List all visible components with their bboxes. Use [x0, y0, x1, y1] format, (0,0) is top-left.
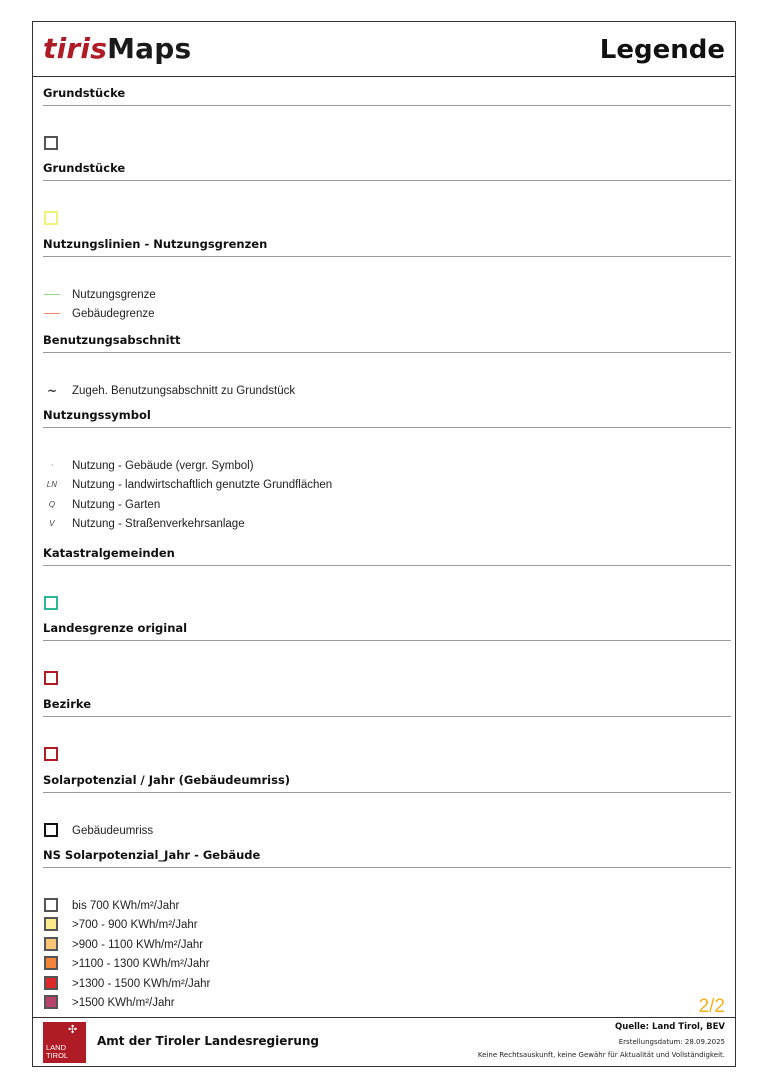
legend-section: [43, 236, 731, 327]
swatch-glyph: ~: [46, 384, 58, 398]
legend-symbol: [43, 975, 61, 993]
section-title: NS Solarpotenzial_Jahr - Gebäude: [43, 848, 261, 862]
legend-item: [43, 822, 731, 840]
swatch-box: [44, 917, 58, 931]
page-header: [33, 22, 735, 77]
legend-symbol: [43, 496, 61, 514]
legend-page: [32, 21, 736, 1067]
legend-symbol: [43, 286, 61, 304]
section-divider: [43, 716, 731, 717]
section-title: Solarpotenzial / Jahr (Gebäudeumriss): [43, 773, 291, 787]
legend-section: [43, 332, 731, 403]
legend-label: Nutzung - Straßenverkehrsanlage: [72, 518, 245, 531]
legend-label: Nutzungsgrenze: [72, 289, 156, 301]
legend-label: bis 700 KWh/m²/Jahr: [72, 900, 180, 912]
legend-label: >1100 - 1300 KWh/m²/Jahr: [72, 958, 210, 971]
logo-line-1: LAND: [46, 1043, 67, 1052]
swatch-box: [44, 136, 58, 150]
legend-section: [43, 696, 731, 767]
section-title: Katastralgemeinden: [43, 546, 175, 560]
swatch-glyph: ·: [50, 461, 54, 470]
swatch-box: [44, 596, 58, 610]
legend-label: >1300 - 1500 KWh/m²/Jahr: [72, 977, 211, 990]
legend-section: [43, 160, 731, 231]
legend-item: [43, 476, 731, 494]
legend-item: [43, 670, 731, 688]
legend-item: [43, 994, 731, 1012]
page-number: 2/2: [698, 996, 725, 1017]
legend-symbol: [43, 305, 61, 323]
legend-label: Gebäudegrenze: [72, 308, 155, 321]
legend-label: Nutzung - Garten: [72, 498, 161, 511]
office-name: Amt der Tiroler Landesregierung: [97, 1034, 319, 1048]
legend-item: [43, 936, 731, 954]
brand-part-2: Maps: [107, 32, 192, 65]
legend-symbol: [43, 210, 61, 228]
legend-symbol: [43, 135, 61, 153]
swatch-box: [44, 898, 58, 912]
legend-items: [43, 738, 731, 767]
legend-symbol: [43, 457, 61, 475]
land-tirol-logo: [43, 1022, 86, 1063]
eagle-icon: ✣: [68, 1023, 78, 1036]
legend-label: >900 - 1100 KWh/m²/Jahr: [72, 938, 204, 951]
logo-line-2: TIROL: [46, 1051, 69, 1060]
section-title: Nutzungssymbol: [43, 408, 151, 422]
section-divider: [43, 640, 731, 641]
legend-item: [43, 305, 731, 323]
section-divider: [43, 105, 731, 106]
swatch-box: [44, 995, 58, 1009]
legend-label: >1500 KWh/m²/Jahr: [72, 997, 175, 1009]
section-title: Bezirke: [43, 697, 92, 711]
legend-items: [43, 814, 731, 843]
legend-item: [43, 286, 731, 304]
legend-items: [43, 889, 731, 1015]
legend-items: [43, 278, 731, 327]
swatch-box: [44, 671, 58, 685]
swatch-glyph: Q: [48, 499, 56, 509]
disclaimer: Keine Rechtsauskunft, keine Gewähr für Aktualität und Vollständigkeit.: [477, 1051, 725, 1059]
legend-item: [43, 746, 731, 764]
legend-items: [43, 587, 731, 616]
swatch-box: [44, 747, 58, 761]
legend-section: [43, 85, 731, 156]
swatch-box: [44, 976, 58, 990]
section-divider: [43, 792, 731, 793]
legend-symbol: [43, 476, 61, 494]
swatch-line: [44, 313, 60, 314]
legend-items: [43, 662, 731, 691]
brand-logo: [43, 30, 191, 68]
section-divider: [43, 427, 731, 428]
legend-item: [43, 210, 731, 228]
legend-item: [43, 457, 731, 475]
legend-section: [43, 407, 731, 537]
page-title: Legende: [599, 35, 725, 65]
legend-item: [43, 382, 731, 400]
legend-symbol: [43, 515, 61, 533]
legend-symbol: [43, 746, 61, 764]
legend-items: [43, 449, 731, 537]
legend-symbol: [43, 670, 61, 688]
brand-part-1: tiris: [43, 32, 108, 65]
legend-label: Gebäudeumriss: [72, 825, 154, 837]
legend-section: [43, 772, 731, 843]
legend-item: [43, 595, 731, 613]
section-divider: [43, 867, 731, 868]
legend-symbol: [43, 955, 61, 973]
legend-section: [43, 847, 731, 1015]
legend-items: [43, 202, 731, 231]
swatch-glyph: V: [49, 519, 55, 529]
legend-label: Zugeh. Benutzungsabschnitt zu Grundstück: [72, 385, 296, 397]
swatch-box: [44, 956, 58, 970]
section-divider: [43, 565, 731, 566]
section-title: Grundstücke: [43, 86, 126, 100]
legend-item: [43, 515, 731, 533]
legend-symbol: [43, 595, 61, 613]
legend-label: Nutzung - Gebäude (vergr. Symbol): [72, 460, 254, 472]
page-footer: [33, 1017, 735, 1067]
section-title: Landesgrenze original: [43, 621, 188, 635]
source-text: Quelle: Land Tirol, BEV: [615, 1022, 725, 1032]
section-divider: [43, 352, 731, 353]
swatch-box: [44, 823, 58, 837]
legend-section: [43, 620, 731, 691]
legend-item: [43, 897, 731, 915]
section-title: Benutzungsabschnitt: [43, 333, 181, 347]
swatch-box: [44, 937, 58, 951]
legend-symbol: [43, 916, 61, 934]
legend-symbol: [43, 382, 61, 400]
section-title: Grundstücke: [43, 161, 126, 175]
legend-item: [43, 496, 731, 514]
legend-symbol: [43, 897, 61, 915]
legend-symbol: [43, 936, 61, 954]
legend-item: [43, 916, 731, 934]
legend-label: >700 - 900 KWh/m²/Jahr: [72, 919, 198, 932]
legend-section: [43, 545, 731, 616]
legend-items: [43, 127, 731, 156]
section-title: Nutzungslinien - Nutzungsgrenzen: [43, 237, 268, 251]
section-divider: [43, 180, 731, 181]
legend-label: Nutzung - landwirtschaftlich genutzte Grundflächen: [72, 479, 333, 492]
legend-symbol: [43, 994, 61, 1012]
legend-symbol: [43, 822, 61, 840]
swatch-line: [44, 294, 60, 295]
creation-date: Erstellungsdatum: 28.09.2025: [618, 1038, 725, 1046]
section-divider: [43, 256, 731, 257]
legend-item: [43, 135, 731, 153]
legend-item: [43, 975, 731, 993]
swatch-glyph: LN: [46, 480, 58, 490]
legend-items: [43, 374, 731, 403]
legend-item: [43, 955, 731, 973]
swatch-box: [44, 211, 58, 225]
